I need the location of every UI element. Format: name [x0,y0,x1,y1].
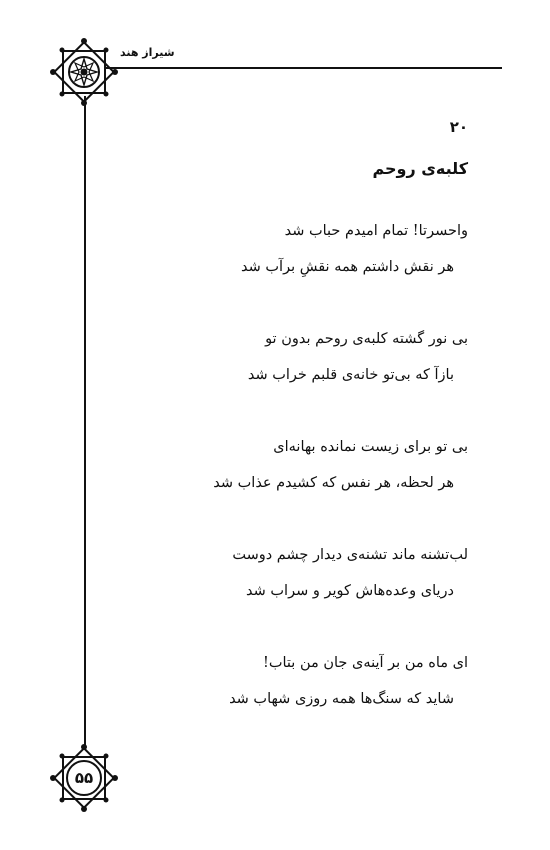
verse-line: بی نور گشته کلبه‌ی روحم بدون تو [265,331,468,347]
stanza [108,544,468,602]
page-number: ۵۵ [74,769,94,787]
verse-line: ای ماه من بر آینه‌ی جان من بتاب! [263,655,468,671]
stanza [108,220,468,278]
stanza [108,652,468,710]
header-rule [82,67,502,69]
verse-line: لب‌تشنه ماند تشنه‌ی دیدار چشم دوست [232,547,468,563]
poem-title: کلبه‌ی روحم [372,159,468,178]
margin-rule [84,96,86,748]
verse-line: بازآ که بی‌تو خانه‌ی قلبم خراب شد [247,367,454,383]
poem-content [108,112,468,760]
verse-line: هر نقش داشتم همه نقشِ برآب شد [241,259,454,275]
stanza [108,328,468,386]
running-header-title: شیراز هند [120,46,175,59]
stanza [108,436,468,494]
verse-line: واحسرتا! تمام امیدم حباب شد [284,223,468,239]
verse-line: دریای وعده‌هاش کویر و سراب شد [246,583,454,599]
verse-line: بی تو برای زیست نمانده بهانه‌ای [273,439,468,455]
poem-stanzas [108,220,468,710]
verse-line: هر لحظه، هر نفس که کشیدم عذاب شد [213,475,454,491]
verse-line: شاید که سنگ‌ها همه روزی شهاب شد [229,691,454,707]
poem-number: ۲۰ [449,118,468,136]
top-rosette-icon [49,37,119,107]
